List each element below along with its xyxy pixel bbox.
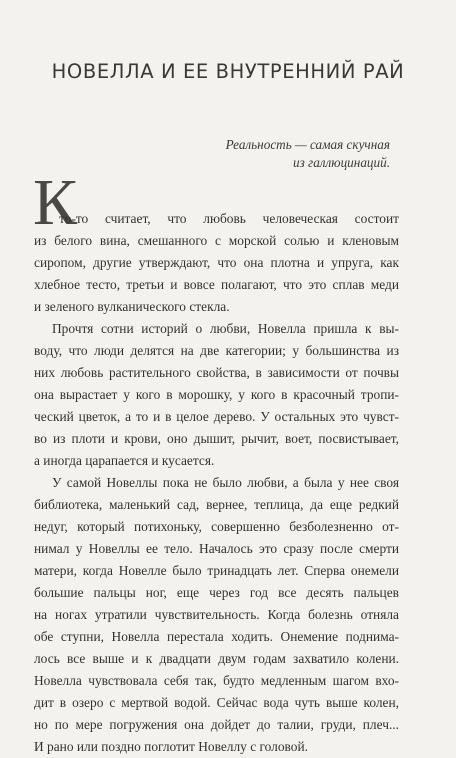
text-line: сиропом, другие утверждают, что она плотна и упруга, как — [34, 255, 399, 270]
text-line: из белого вина, смешанного с морской солью и кленовым — [34, 233, 399, 248]
text-line: недуг, который потихоньку, совершенно безболезненно от- — [34, 519, 399, 534]
text-line: хлебное тесто, третьи и вовсе полагают, что это сплав меди — [34, 277, 399, 292]
text-line: но по мере погружения она дойдет до талии, груди, плеч... — [34, 717, 399, 732]
epigraph-line: Реальность — самая скучная — [225, 137, 390, 152]
text-line: У самой Новеллы пока не было любви, а была у нее своя — [52, 475, 399, 490]
text-line: во из плоти и крови, оно дышит, рычит, воет, посвистывает, — [34, 431, 399, 446]
epigraph — [150, 136, 390, 172]
text-line: Прочтя сотни историй о любви, Новелла пришла к вы- — [52, 321, 399, 336]
text-line: а иногда царапается и кусается. — [34, 453, 215, 468]
text-line: ческий цветок, а то и в целое дерево. У остальных это чувст- — [34, 409, 399, 424]
text-line: дит в озеро с мертвой водой. Сейчас вода чуть выше колен, — [34, 695, 399, 710]
epigraph-line: из галлюцинаций. — [293, 155, 390, 170]
text-line: на ногах утратили чувствительность. Когда болезнь отняла — [34, 607, 399, 622]
text-line: них любовь растительного свойства, в зависимости от почвы — [34, 365, 399, 380]
text-line: И рано или поздно поглотит Новеллу с головой. — [34, 739, 308, 754]
text-line: обе ступни, Новелла перестала ходить. Онемение поднима- — [34, 629, 399, 644]
text-line: лось все выше и к двадцати двум годам захватило колени. — [34, 651, 399, 666]
text-line: и зеленого вулканического стекла. — [34, 299, 230, 314]
chapter-title: НОВЕЛЛА И ЕЕ ВНУТРЕННИЙ РАЙ — [51, 60, 405, 83]
body-text — [34, 208, 399, 758]
text-line: матери, когда Новелле было тринадцать лет. Сперва онемели — [34, 563, 399, 578]
text-line: то-то считает, что любовь человеческая состоит — [59, 211, 399, 226]
text-line: воду, что люди делятся на две категории; у большинства из — [34, 343, 399, 358]
text-line: она вырастает у кого в морошку, у кого в красочный тропи- — [34, 387, 399, 402]
drop-cap-letter: К — [33, 166, 78, 239]
text-line: нимал у Новеллы ее тело. Началось это сразу после смерти — [34, 541, 399, 556]
text-line: Новелла чувствовала себя так, будто медленным шагом вхо- — [34, 673, 399, 688]
text-line: библиотека, маленький сад, вернее, теплица, да еще редкий — [34, 497, 399, 512]
text-line: большие пальцы ног, еще через год все десять пальцев — [34, 585, 399, 600]
